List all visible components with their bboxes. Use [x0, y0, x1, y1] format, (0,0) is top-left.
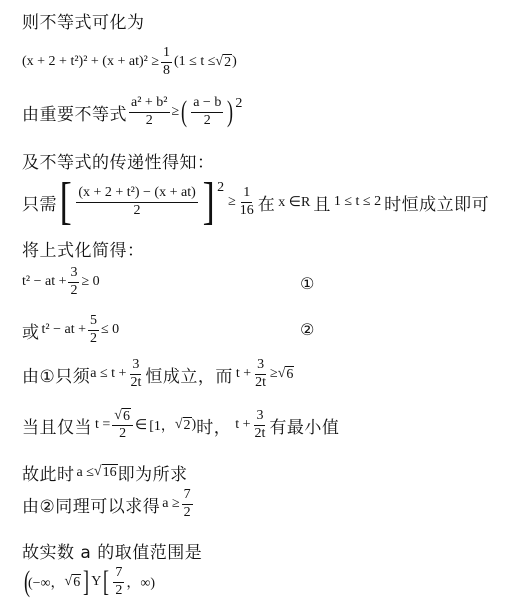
l7-den: 2: [70, 282, 78, 298]
l5-cond: 1 ≤ t ≤ 2: [333, 194, 382, 209]
line-12: [22, 488, 195, 520]
l3-num: a² + b²: [129, 96, 170, 113]
line-13: [22, 538, 202, 563]
l9-rad: 6: [286, 366, 294, 382]
line-6-text: 将上式化简得：: [22, 241, 145, 261]
l8-pre: t² − at +: [41, 322, 86, 338]
l8-den: 2: [89, 330, 97, 346]
l11-rad: 16: [102, 465, 117, 481]
l10-post: 有最小值: [269, 417, 340, 438]
l9-num: 3: [130, 358, 141, 375]
l14-union: Y: [91, 574, 102, 590]
l10-rad: 6: [122, 409, 130, 424]
l2-cond: (1 ≤ t ≤: [174, 54, 216, 70]
equation-tag-1: ①: [300, 274, 315, 293]
l10-sqrt: √ 2: [174, 416, 191, 433]
l2-fraction: [161, 46, 172, 78]
l11-sqrt: √ 16: [93, 464, 117, 481]
l10-t: t =: [95, 417, 111, 433]
line-6: [22, 236, 145, 261]
l8-post: ≤ 0: [100, 322, 120, 338]
l14-tail: ，∞): [126, 576, 156, 592]
l5-post: 时恒成立即可: [384, 194, 490, 215]
l14-sqrt: √ 6: [64, 573, 81, 590]
line-14: ( (−∞， √ 6 ] Y [ $\frac{7}{2}$ ，∞): [24, 565, 156, 599]
l9-fraction-2: [253, 358, 268, 390]
l8-fraction: [88, 314, 99, 346]
l9-fraction: [128, 358, 143, 390]
l14-fraction: [113, 566, 124, 598]
l9-ge: ≥: [270, 366, 278, 382]
l3-pre: 由重要不等式: [22, 104, 127, 125]
l2-lhs: (x + 2 + t²)² + (x + at)² ≥: [22, 54, 159, 70]
l9-a: a ≤ t +: [90, 366, 127, 382]
l5-den: 2: [133, 202, 141, 218]
l7-post: ≥ 0: [81, 274, 100, 290]
l9-den: 2t: [130, 374, 142, 390]
line-2: [22, 46, 237, 78]
line-5: 只需 [ $\frac{\text{(x + 2 + t²) − (x + at)}}{2}$ ] $^2$ ≥ $\frac{1}{16}$ 在 x ∈R 且 1 ≤ t ≤ 2 时恒成立即可: [22, 173, 490, 230]
l9-num2: 3: [255, 358, 266, 375]
equation-tag-2: ②: [300, 320, 315, 339]
l10-fraction-2: [253, 409, 268, 441]
l10-den2: 2t: [254, 425, 266, 441]
l3-pow: 2: [235, 96, 243, 111]
l5-and: 且: [313, 194, 331, 215]
l5-den2: 16: [239, 202, 254, 218]
l9-t: t +: [235, 366, 252, 382]
l5-num2: 1: [241, 186, 252, 203]
l12-pre: 由②同理可以求得: [22, 496, 161, 517]
l10-mid: 时，: [196, 417, 232, 438]
l2-num: 1: [161, 46, 172, 63]
l11-pre: 故此时: [22, 465, 75, 485]
l5-fraction: [76, 186, 197, 218]
l12-den: 2: [183, 504, 191, 520]
l9-den2: 2t: [255, 374, 267, 390]
l11-post: 即为所求: [117, 465, 188, 485]
l3-fraction-2: [191, 96, 223, 128]
l12-fraction: [182, 488, 193, 520]
l11-a: a ≤: [76, 464, 94, 480]
l10-lb: [1，: [149, 419, 175, 435]
line-1: [22, 8, 145, 33]
l8-or: 或: [22, 322, 40, 343]
line-8: [22, 314, 119, 346]
l5-fraction-2: [238, 186, 256, 218]
l3-den: 2: [145, 112, 153, 128]
l10-den: 2: [119, 426, 127, 442]
line-11: [22, 460, 188, 485]
l9-pre: 由①只须: [22, 366, 91, 387]
l2-rad: 2: [224, 54, 232, 70]
l5-num: (x + 2 + t²) − (x + at): [76, 186, 197, 203]
l14-close: ]: [83, 565, 90, 599]
l14-open: (−∞，: [28, 576, 65, 592]
l7-fraction: [68, 266, 79, 298]
line-10: [22, 408, 339, 442]
l14-den: 2: [115, 582, 123, 598]
l3-fraction: [129, 96, 170, 128]
l2-sqrt: √ 2: [215, 53, 232, 70]
l10-num2: 3: [254, 409, 265, 426]
l5-pow: 2: [217, 180, 225, 195]
l3-num2: a − b: [191, 96, 223, 113]
l14-rad: 6: [73, 574, 81, 590]
l10-in: ∈: [134, 417, 148, 433]
l5-xr: x ∈R: [278, 194, 311, 210]
l14-num: 7: [113, 566, 124, 583]
l3-ge: ≥: [171, 104, 180, 120]
l12-a: a ≥: [162, 496, 180, 512]
l7-pre: t² − at +: [22, 274, 67, 290]
line-4-text: 及不等式的传递性得知：: [22, 153, 215, 173]
line-7: [22, 266, 100, 298]
l9-sqrt: √ 6: [277, 365, 294, 382]
line-13-text: 故实数 a 的取值范围是: [22, 543, 203, 563]
l10-fraction: √ 6 2: [112, 408, 133, 442]
line-9: [22, 358, 294, 390]
line-4: [22, 148, 215, 173]
line-3: 由重要不等式 $\frac{\text{a² + b²}}{2}$ ≥ ( $\frac{a - b}{2}$ ) $^2$: [22, 95, 243, 129]
l9-mid: 恒成立，而: [145, 366, 233, 387]
l5-pre: 只需: [22, 194, 57, 215]
l10-rb: ): [191, 417, 197, 433]
line-1-text: 则不等式可化为: [22, 13, 145, 33]
l7-num: 3: [68, 266, 79, 283]
l2-close: ): [232, 54, 237, 70]
l8-num: 5: [88, 314, 99, 331]
l5-mid: 在: [257, 194, 276, 215]
l3-den2: 2: [203, 112, 211, 128]
l2-den: 8: [163, 62, 170, 78]
l12-num: 7: [182, 488, 193, 505]
l10-rad2: 2: [183, 417, 191, 433]
l10-t2: t +: [235, 417, 251, 433]
l10-pre: 当且仅当: [22, 417, 92, 438]
l5-ge: ≥: [228, 194, 236, 209]
